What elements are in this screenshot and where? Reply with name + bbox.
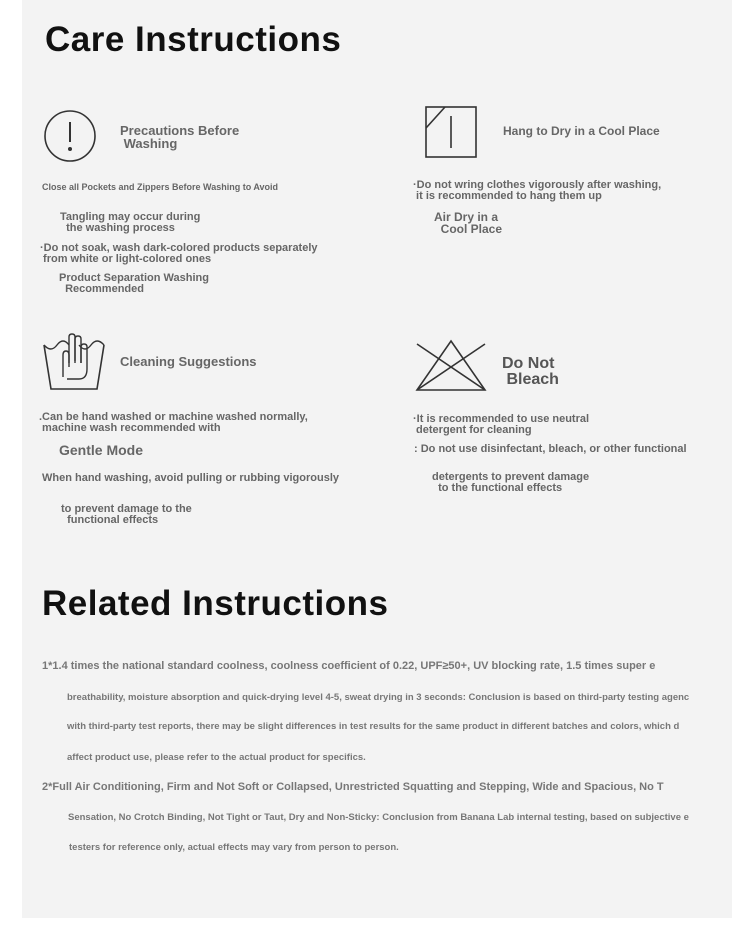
cleaning-text-3: When hand washing, avoid pulling or rubbing vigorously [42, 472, 339, 484]
precautions-text-2: Tangling may occur during the washing process [60, 211, 201, 234]
hang-dry-title: Hang to Dry in a Cool Place [503, 124, 660, 138]
related-item-1-line-2: breathability, moisture absorption and quick-drying level 4-5, sweat drying in 3 seconds: Conclusion is based on third-party testing agenc [67, 692, 690, 703]
related-instructions-heading: Related Instructions [42, 584, 389, 623]
hand-wash-icon [43, 333, 105, 391]
related-item-2-line-3: testers for reference only, actual effects may vary from person to person. [69, 842, 399, 853]
precautions-text-3: ·Do not soak, wash dark-colored products separately from white or light-colored ones [40, 242, 318, 265]
hang-dry-shade-icon [425, 106, 477, 158]
bleach-text-2: : Do not use disinfectant, bleach, or other functional [414, 443, 687, 455]
related-item-2-line-2: Sensation, No Crotch Binding, Not Tight or Taut, Dry and Non-Sticky: Conclusion from Banana Lab internal testing, based on subjective e [68, 812, 689, 823]
cleaning-title: Cleaning Suggestions [120, 354, 257, 369]
do-not-bleach-icon [415, 340, 487, 392]
cleaning-text-4: to prevent damage to the functional effects [61, 503, 192, 526]
related-item-1-line-1: 1*1.4 times the national standard coolness, coolness coefficient of 0.22, UPF≥50+, UV blocking rate, 1.5 times super e [42, 660, 656, 672]
cleaning-gentle-mode: Gentle Mode [59, 442, 144, 458]
related-item-1-line-4: affect product use, please refer to the actual product for specifics. [67, 752, 366, 763]
bleach-text-3: detergents to prevent damage to the functional effects [432, 471, 590, 494]
precautions-text-1: Close all Pockets and Zippers Before Washing to Avoid [42, 182, 279, 192]
precautions-title: Precautions Before Washing [120, 123, 240, 151]
care-instructions-heading: Care Instructions [45, 20, 342, 59]
cleaning-text-1: .Can be hand washed or machine washed normally, machine wash recommended with [39, 411, 308, 434]
related-item-1-line-3: with third-party test reports, there may be slight differences in test results for the same product in different batches and colors, which d [67, 721, 680, 732]
hang-dry-text-2: Air Dry in a Cool Place [434, 210, 503, 236]
bleach-text-1: ·It is recommended to use neutral detergent for cleaning [413, 413, 590, 436]
exclamation-circle-icon [43, 109, 97, 163]
related-item-2-line-1: 2*Full Air Conditioning, Firm and Not Soft or Collapsed, Unrestricted Squatting and Stepping, Wide and Spacious, No T [42, 781, 664, 793]
precautions-text-4: Product Separation Washing Recommended [59, 272, 209, 295]
do-not-bleach-title: Do Not Bleach [502, 355, 559, 388]
hang-dry-text-1: ·Do not wring clothes vigorously after washing, it is recommended to hang them up [413, 179, 662, 202]
